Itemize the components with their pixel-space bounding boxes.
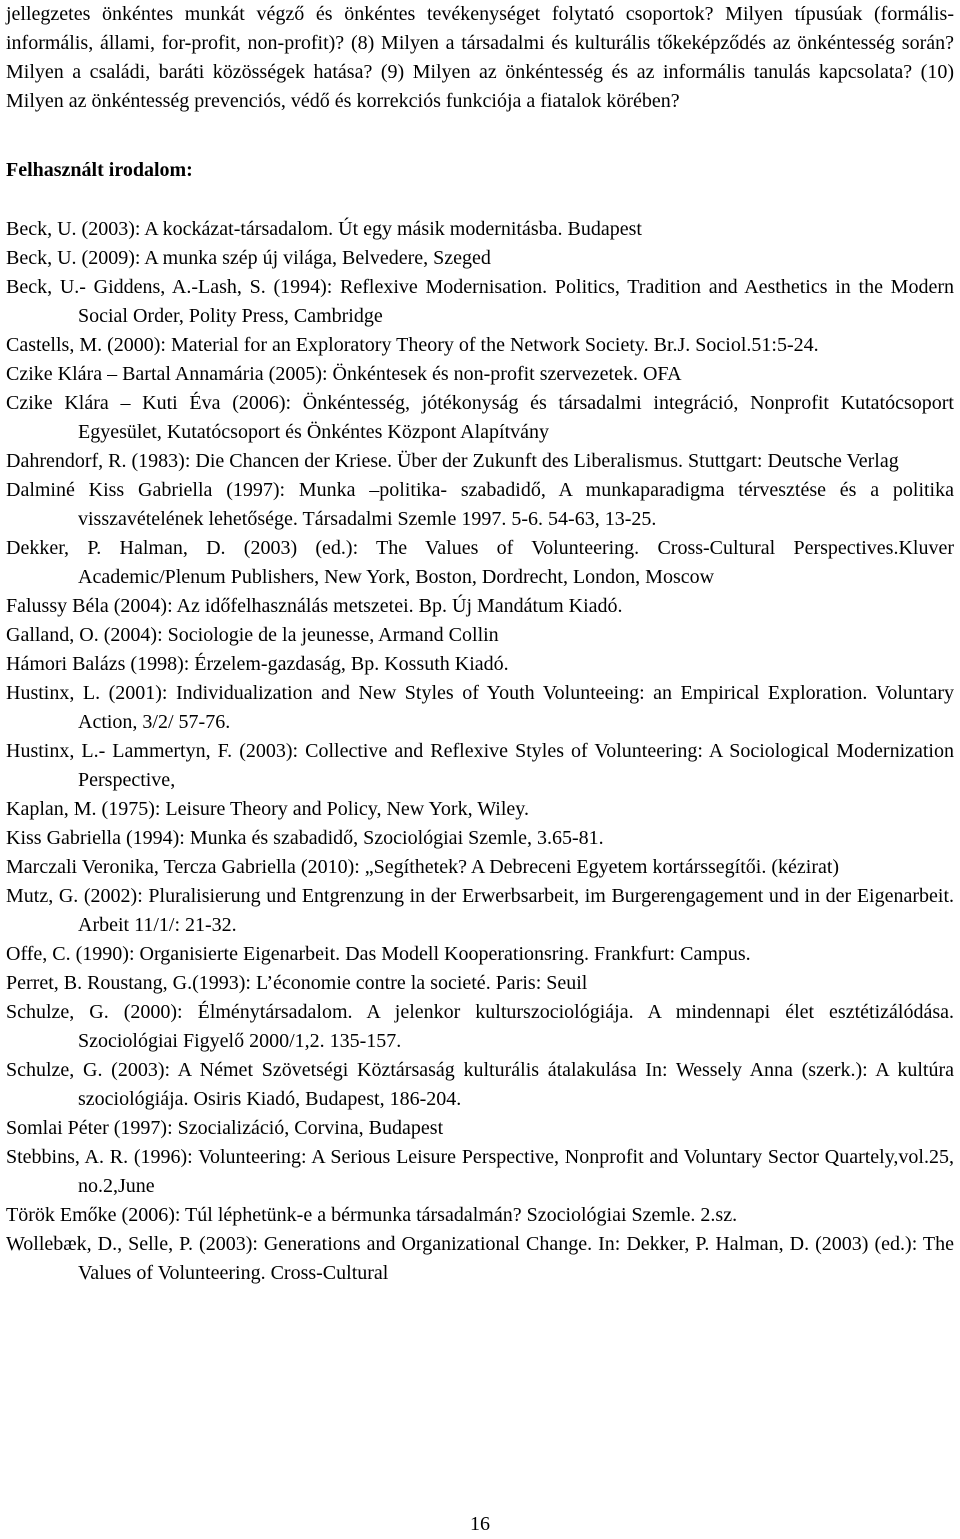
reference-item: Somlai Péter (1997): Szocializáció, Corvina, Budapest [6,1117,444,1139]
document-page [6,0,954,1288]
reference-item: Offe, C. (1990): Organisierte Eigenarbeit. Das Modell Kooperationsring. Frankfurt: Campus. [6,943,751,965]
reference-item: Perret, B. Roustang, G.(1993): L’économie contre la societé. Paris: Seuil [6,972,588,994]
reference-item: Castells, M. (2000): Material for an Exploratory Theory of the Network Society. Br.J. Sociol.51:5-24. [6,334,819,356]
reference-item: Dekker, P. Halman, D. (2003) (ed.): The Values of Volunteering. Cross-Cultural Perspectives.Kluver Academic/Plenum Publishers, New York, Boston, Dordrecht, London, Moscow [6,537,954,588]
reference-item: Kiss Gabriella (1994): Munka és szabadidő, Szociológiai Szemle, 3.65-81. [6,827,604,849]
references-heading: Felhasznált irodalom: [6,159,193,181]
reference-item: Dalminé Kiss Gabriella (1997): Munka –politika- szabadidő, A munkaparadigma térvesztése és a politika visszavételének lehetősége. Társadalmi Szemle 1997. 5-6. 54-63, 13-25. [6,479,954,530]
reference-item: Wollebæk, D., Selle, P. (2003): Generations and Organizational Change. In: Dekker, P. Halman, D. (2003) (ed.): The Values of Volunteering. Cross-Cultural [6,1233,954,1284]
reference-item: Hámori Balázs (1998): Érzelem-gazdaság, Bp. Kossuth Kiadó. [6,653,509,675]
reference-item: Galland, O. (2004): Sociologie de la jeunesse, Armand Collin [6,624,499,646]
intro-paragraph: jellegzetes önkéntes munkát végző és önkéntes tevékenységet folytató csoportok? Milyen típusúak (formális-informális, állami, for-profit, non-profit)? (8) Milyen a társadalmi és kulturális tőkeképződés az önkéntesség során? Milyen a családi, baráti közösségek hatása? (9) Milyen az önkéntesség és az informális tanulás kapcsolata? (10) Milyen az önkéntesség prevenciós, védő és korrekciós funkciója a fiatalok körében? [6,3,954,112]
reference-item: Török Emőke (2006): Túl léphetünk-e a bérmunka társadalmán? Szociológiai Szemle. 2.sz. [6,1204,738,1226]
reference-item: Mutz, G. (2002): Pluralisierung und Entgrenzung in der Erwerbsarbeit, im Burgerengagement und in der Eigenarbeit. Arbeit 11/1/: 21-32. [6,885,954,936]
reference-item: Beck, U. (2009): A munka szép új világa, Belvedere, Szeged [6,247,491,269]
reference-item: Hustinx, L.- Lammertyn, F. (2003): Collective and Reflexive Styles of Volunteering: A Sociological Modernization Perspective, [6,740,954,791]
reference-item: Stebbins, A. R. (1996): Volunteering: A Serious Leisure Perspective, Nonprofit and Voluntary Sector Quartely,vol.25, no.2,June [6,1146,954,1197]
reference-item: Marczali Veronika, Tercza Gabriella (2010): „Segíthetek? A Debreceni Egyetem kortárssegítői. (kézirat) [6,856,840,878]
reference-list [6,215,954,1288]
reference-item: Schulze, G. (2000): Élménytársadalom. A jelenkor kulturszociológiája. A mindennapi élet esztétizálódása. Szociológiai Figyelő 2000/1,2. 135-157. [6,1001,954,1052]
reference-item: Beck, U. (2003): A kockázat-társadalom. Út egy másik modernitásba. Budapest [6,218,642,240]
reference-item: Kaplan, M. (1975): Leisure Theory and Policy, New York, Wiley. [6,798,529,820]
page-number: 16 [470,1513,490,1535]
reference-item: Falussy Béla (2004): Az időfelhasználás metszetei. Bp. Új Mandátum Kiadó. [6,595,623,617]
reference-item: Czike Klára – Bartal Annamária (2005): Önkéntesek és non-profit szervezetek. OFA [6,363,682,385]
reference-item: Beck, U.- Giddens, A.-Lash, S. (1994): Reflexive Modernisation. Politics, Tradition and Aesthetics in the Modern Social Order, Polity Press, Cambridge [6,276,954,327]
reference-item: Dahrendorf, R. (1983): Die Chancen der Kriese. Über der Zukunft des Liberalismus. Stuttgart: Deutsche Verlag [6,450,899,472]
reference-item: Hustinx, L. (2001): Individualization and New Styles of Youth Volunteeing: an Empirical Exploration. Voluntary Action, 3/2/ 57-76. [6,682,954,733]
reference-item: Schulze, G. (2003): A Német Szövetségi Köztársaság kulturális átalakulása In: Wessely Anna (szerk.): A kultúra szociológiája. Osiris Kiadó, Budapest, 186-204. [6,1059,954,1110]
reference-item: Czike Klára – Kuti Éva (2006): Önkéntesség, jótékonyság és társadalmi integráció, Nonprofit Kutatócsoport Egyesület, Kutatócsoport és Önkéntes Központ Alapítvány [6,392,954,443]
